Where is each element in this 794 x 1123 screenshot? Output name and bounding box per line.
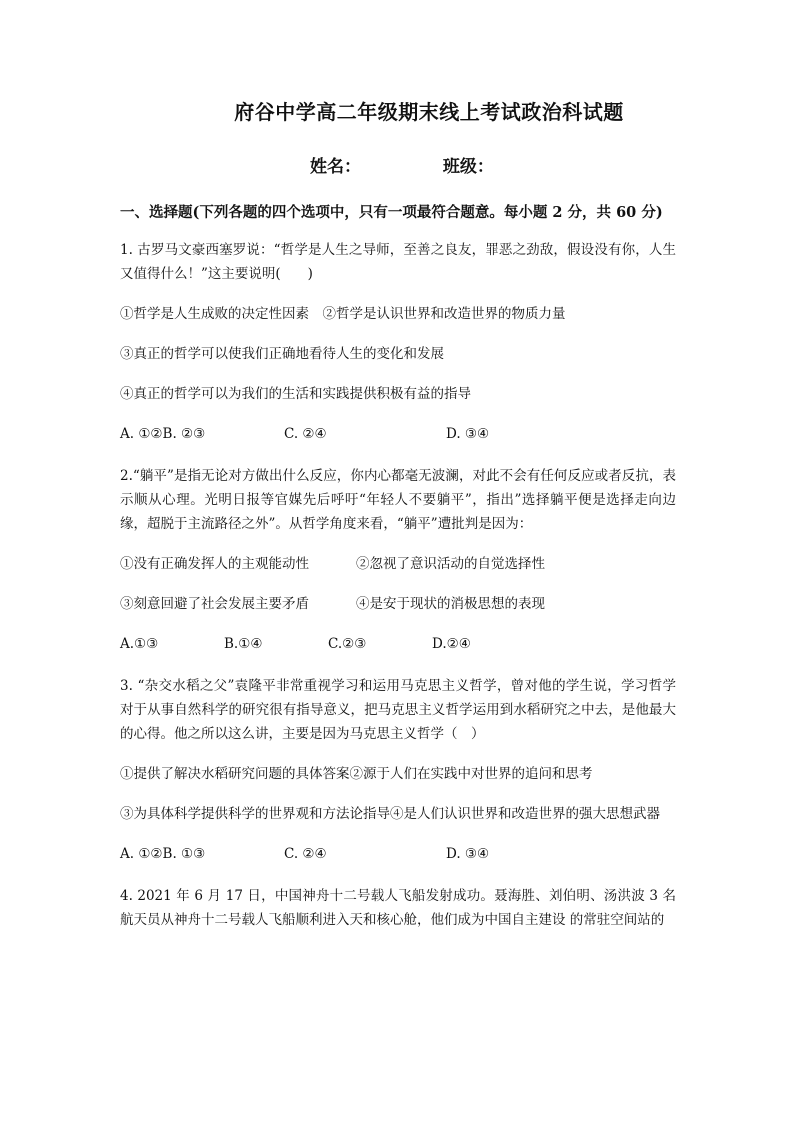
- answer-choice: D. ③④: [446, 426, 490, 442]
- exam-content: [120, 200, 676, 948]
- answer-choice: C. ②④: [284, 426, 327, 442]
- question-option: ①哲学是人生成败的决定性因素 ②哲学是认识世界和改造世界的物质力量: [120, 306, 566, 322]
- question-stem: 4. 2021 年 6 月 17 日，中国神舟十二号载人飞船发射成功。聂海胜、刘伯明、汤洪波 3 名航天员从神舟十二号载人飞船顺利进入天和核心舱，他们成为中国自主建设 的常驻空间站的: [120, 888, 676, 928]
- class-label: 班级：: [442, 157, 494, 177]
- answer-choice: A. ①②B. ①③: [120, 846, 206, 862]
- question-option: ①没有正确发挥人的主观能动性: [120, 556, 309, 572]
- question-4: [120, 884, 676, 932]
- question-stem: 2.“躺平”是指无论对方做出什么反应，你内心都毫无波澜，对此不会有任何反应或者反抗，表示顺从心理。光明日报等官媒先后呼吁“年轻人不要躺平”，指出”选择躺平便是选择走向边缘，超脱于主流路径之外”。从哲学角度来看，“躺平”遭批判是因为：: [120, 468, 676, 532]
- question-1: [120, 238, 676, 446]
- question-option: ③刻意回避了社会发展主要矛盾: [120, 596, 309, 612]
- question-option: ④是安于现状的消极思想的表现: [356, 596, 545, 612]
- answer-choice: B.①④: [224, 636, 263, 652]
- question-option: ③为具体科学提供科学的世界观和方法论指导④是人们认识世界和改造世界的强大思想武器: [120, 806, 660, 822]
- question-option: ③真正的哲学可以使我们正确地看待人生的变化和发展: [120, 346, 444, 362]
- name-label: 姓名：: [310, 157, 361, 177]
- question-option: ②忽视了意识活动的自觉选择性: [356, 556, 545, 572]
- question-stem: 3. “杂交水稻之父”袁隆平非常重视学习和运用马克思主义哲学，曾对他的学生说，学习哲学对于从事自然科学的研究很有指导意义，把马克思主义哲学运用到水稻研究之中去，是他最大的心得。他之所以这么讲，主要是因为马克思主义哲学（ ）: [120, 678, 676, 742]
- question-option: ①提供了解决水稻研究问题的具体答案②源于人们在实践中对世界的追问和思考: [120, 766, 593, 782]
- question-option: ④真正的哲学可以为我们的生活和实践提供积极有益的指导: [120, 386, 471, 402]
- answer-choice: C. ②④: [284, 846, 327, 862]
- exam-title: 府谷中学高二年级期末线上考试政治科试题: [234, 100, 624, 124]
- question-2: [120, 464, 676, 656]
- answer-choices: [120, 632, 676, 656]
- section-heading: 一、选择题(下列各题的四个选项中，只有一项最符合题意。每小题 2 分，共 60 分): [120, 204, 663, 221]
- answer-choices: [120, 842, 676, 866]
- answer-choice: A.①③: [120, 636, 159, 652]
- question-3: [120, 674, 676, 866]
- question-stem: 1. 古罗马文豪西塞罗说：“哲学是人生之导师，至善之良友，罪恶之劲敌，假设没有你，人生又值得什么！”这主要说明( ): [120, 242, 676, 282]
- answer-choice: C.②③: [328, 636, 367, 652]
- answer-choice: A. ①②B. ②③: [120, 426, 206, 442]
- answer-choice: D.②④: [432, 636, 471, 652]
- student-info: [310, 152, 494, 177]
- option-row: [120, 592, 676, 616]
- answer-choices: [120, 422, 676, 446]
- answer-choice: D. ③④: [446, 846, 490, 862]
- option-row: [120, 552, 676, 576]
